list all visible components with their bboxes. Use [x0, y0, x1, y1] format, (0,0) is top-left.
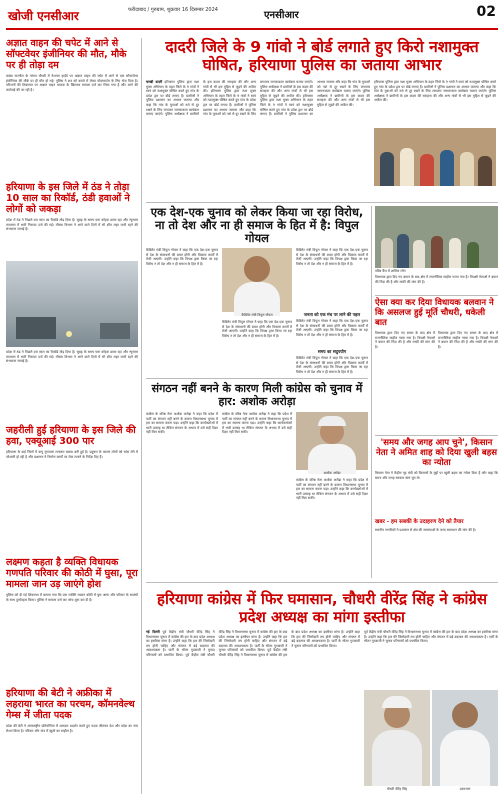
right-story-1-headline: ऐसा क्या कर दिया विधायक बलवान ने कि असलज हुई मूर्ति चौधरी, धकेली बात: [375, 298, 494, 328]
date-line: फरीदाबाद / गुरुग्राम, शुक्रवार 16 दिसम्बर 2024: [128, 7, 218, 13]
udaybhan-photo: [432, 690, 498, 786]
bottom-body: नई दिल्ली पूर्व केंद्रीय मंत्री चौधरी वीरेंद्र सिंह ने विधानसभा चुनाव में कांग्रेस की हार के बाद प्रदेश अध्यक्ष का इस्तीफा मांगा है। उन्होंने कहा कि हार की जिम्मेदारी तय होनी चाहिए और संगठन में बड़े बदलाव की आवश्यकता है। पार्टी के भीतर गुटबाजी ने चुनाव परिणामों को प्रभावित किया। पूर्व केंद्रीय मंत्री चौधरी वीरेंद्र सिंह ने विधानसभा चुनाव में कांग्रेस की हार के बाद प्रदेश अध्यक्ष का इस्तीफा मांगा है। उन्होंने कहा कि हार की जिम्मेदारी तय होनी चाहिए और संगठन में बड़े बदलाव की आवश्यकता है। पार्टी के भीतर गुटबाजी ने चुनाव परिणामों को प्रभावित किया। पूर्व केंद्रीय मंत्री चौधरी वीरेंद्र सिंह ने विधानसभा चुनाव में कांग्रेस की हार के बाद प्रदेश अध्यक्ष का इस्तीफा मांगा है। उन्होंने कहा कि हार की जिम्मेदारी तय होनी चाहिए और संगठन में बड़े बदलाव की आवश्यकता है। पार्टी के भीतर गुटबाजी ने चुनाव परिणामों को प्रभावित किया।: [146, 630, 360, 657]
interview-subhead-1: जनता को एक मंच पर लाने की पहल: [303, 312, 361, 317]
interview-photo-caption: कैबिनेट मंत्री विपुल गोयल: [241, 313, 273, 317]
congress-photo: [296, 412, 368, 470]
bottom-headline: हरियाणा कांग्रेस में फिर घमासान, चौधरी वीरेंद्र सिंह ने कांग्रेस प्रदेश अध्यक्ष का मांगा इस्तीफा: [157, 590, 487, 626]
lead-right-block: हरियाणा पुलिस द्वारा नशा मुक्त अभियान के तहत जिले के 9 गांवों ने स्वयं को नशामुक्त घोषित करते हुए गांव के प्रवेश द्वार पर बोर्ड लगाए हैं। ग्रामीणों ने पुलिस प्रशासन का आभार जताया और कहा कि गांव के युवाओं को नशे से दूर रखने के लिए लगातार जागरूकता कार्यक्रम चलाए जाएंगे। पुलिस अधीक्षक ने ग्रामीणों के इस कदम की सराहना की और अन्य गांवों से भी इस मुहिम से जुड़ने की अपील की।: [374, 80, 496, 192]
bottom-photos: पूर्व केंद्रीय मंत्री चौधरी वीरेंद्र सिंह ने विधानसभा चुनाव में कांग्रेस की हार के बाद प्रदेश अध्यक्ष का इस्तीफा मांगा है। उन्होंने कहा कि हार की जिम्मेदारी तय होनी चाहिए और संगठन में बड़े बदलाव की आवश्यकता है। पार्टी के भीतर गुटबाजी ने चुनाव परिणामों को प्रभावित किया। चौधरी वीरेंद्र सिंह उदयभान: [364, 630, 498, 791]
section-divider: [146, 582, 498, 583]
story-3-body: हरियाणा के कई जिलों में वायु गुणवत्ता लगातार खराब बनी हुई है। प्रदूषण के कारण लोगों को सांस लेने में परेशानी हो रही है और प्रशासन ने निर्माण कार्यों पर रोक लगाने के निर्देश दिए हैं।: [6, 450, 138, 459]
page-number: 02: [476, 4, 496, 20]
fog-photo: [6, 261, 138, 347]
congress-story: संगठन नहीं बनने के कारण मिली कांग्रेस को चुनाव में हार: अशोक अरोड़ा कांग्रेस के वरिष्ठ नेता अशोक अरोड़ा ने कहा कि प्रदेश में पार्टी का संगठन नहीं बनने के कारण विधानसभा चुनाव में हार का सामना करना पड़ा। उन्होंने कहा कि कार्यकर्ताओं में भारी उत्साह था लेकिन संगठन के अभाव में उसे सही दिशा नहीं मिल सकी। कांग्रेस के वरिष्ठ नेता अशोक अरोड़ा ने कहा कि प्रदेश में पार्टी का संगठन नहीं बनने के कारण विधानसभा चुनाव में हार का सामना करना पड़ा। उन्होंने कहा कि कार्यकर्ताओं में भारी उत्साह था लेकिन संगठन के अभाव में उसे सही दिशा नहीं मिल सकी। अशोक अरोड़ा कांग्रेस के वरिष्ठ नेता अशोक अरोड़ा ने कहा कि प्रदेश में पार्टी का संगठन नहीं बनने के कारण विधानसभा चुनाव में हार का सामना करना पड़ा। उन्होंने कहा कि कार्यकर्ताओं में भारी उत्साह था लेकिन संगठन के अभाव में उसे सही दिशा नहीं मिल सकी।: [146, 382, 368, 501]
story-2-body: प्रदेश में ठंड ने पिछले दस साल का रिकॉर्ड तोड़ दिया है। सुबह के समय घना कोहरा छाया रहा और न्यूनतम तापमान में भारी गिरावट दर्ज की गई। मौसम विभाग ने आने वाले दिनों में भी शीत लहर जारी रहने की संभावना जताई है।: [6, 218, 138, 232]
section-divider: [146, 378, 368, 379]
story-5-headline: हरियाणा की बेटी ने अफ्रीका में लहराया भारत का परचम, कॉमनवेल्थ गेम्स में जीता पदक: [6, 688, 135, 721]
page-header: [6, 4, 498, 30]
section-name: एनसीआर: [264, 10, 299, 21]
interview-photo: [222, 248, 292, 312]
right-story-2-headline: 'समय और जगह आप चुने', किसान नेता ने अमित शाह को दिया खुली बहस का न्योता: [376, 438, 497, 468]
udaybhan-caption: उदयभान: [459, 787, 471, 791]
interview-headline: एक देश-एक चुनाव को लेकर किया जा रहा विरोध, ना तो देश और ना ही समाज के हित में है: विपुल गोयल: [150, 205, 364, 245]
bottom-story: [146, 590, 498, 794]
congress-headline: संगठन नहीं बनने के कारण मिली कांग्रेस को चुनाव में हार: अशोक अरोड़ा: [151, 382, 363, 408]
masthead-brand: खोजी एनसीआर: [8, 9, 79, 23]
lead-byline: चरखी दादरी: [146, 80, 163, 84]
story-4-headline: लक्ष्मण कहता है व्यक्ति विधायक गणपति परिवार की कोठी में घुसा, पूरा मामला जान उड़ जाएंगे होश: [6, 557, 138, 590]
story-1-body: कस्बा नारनौल के नांगल चौधरी में नेशनल हाईवे पर अज्ञात वाहन की चपेट में आने से एक सॉफ्टवेयर इंजीनियर की मौके पर ही मौत हो गई। पुलिस ने शव को कब्जे में लेकर पोस्टमार्टम के लिए भेज दिया है। परिजनों की शिकायत पर अज्ञात वाहन चालक के खिलाफ मामला दर्ज कर लिया गया है और आगे की कार्रवाई की जा रही है।: [6, 74, 138, 92]
story-2-headline: हरियाणा के इस जिले में ठंड ने तोड़ा 10 साल का रिकॉर्ड, ठंडी हवाओं ने लोगों को जकड़ा: [6, 182, 130, 215]
story-4-body: पुलिस को दी गई शिकायत में बताया गया कि एक व्यक्ति जबरन कोठी में घुस आया और परिवार के सदस्यों के साथ दुर्व्यवहार किया। पुलिस ने मामला दर्ज कर जांच शुरू कर दी है।: [6, 593, 138, 602]
interview-story: एक देश-एक चुनाव को लेकर किया जा रहा विरोध, ना तो देश और ना ही समाज के हित में है: विपुल गोयल कैबिनेट मंत्री विपुल गोयल ने कहा कि एक देश-एक चुनाव से देश के संसाधनों की बचत होगी और विकास कार्यों में तेजी आएगी। उन्होंने कहा कि विपक्ष द्वारा किया जा रहा विरोध न तो देश और न ही समाज के हित में है। कैबिनेट मंत्री विपुल गोयल कैबिनेट मंत्री विपुल गोयल ने कहा कि एक देश-एक चुनाव से देश के संसाधनों की बचत होगी और विकास कार्यों में तेजी आएगी। उन्होंने कहा कि विपक्ष द्वारा किया जा रहा विरोध न तो देश और न ही समाज के हित में है। कैबिनेट मंत्री विपुल गोयल ने कहा कि एक देश-एक चुनाव से देश के संसाधनों की बचत होगी और विकास कार्यों में तेजी आएगी। उन्होंने कहा कि विपक्ष द्वारा किया जा रहा विरोध न तो देश और न ही समाज के हित में है। जनता को एक मंच पर लाने की पहल कैबिनेट मंत्री विपुल गोयल ने कहा कि एक देश-एक चुनाव से देश के संसाधनों की बचत होगी और विकास कार्यों में तेजी आएगी। उन्होंने कहा कि विपक्ष द्वारा किया जा रहा विरोध न तो देश और न ही समाज के हित में है। समय का सदुपयोग कैबिनेट मंत्री विपुल गोयल ने कहा कि एक देश-एक चुनाव से देश के संसाधनों की बचत होगी और विकास कार्यों में तेजी आएगी। उन्होंने कहा कि विपक्ष द्वारा किया जा रहा विरोध न तो देश और न ही समाज के हित में है।: [146, 205, 368, 374]
right-column: वरिष्ठ कैंप में शामिल लोग विधायक द्वारा दिए गए बयान के बाद क्षेत्र में राजनीतिक माहौल गरमा गया है। विपक्षी नेताओं ने बयान की निंदा की है और माफी की मांग की है। ऐसा क्या कर दिया विधायक बलवान ने कि असलज हुई मूर्ति चौधरी, धकेली बात विधायक द्वारा दिए गए बयान के बाद क्षेत्र में राजनीतिक माहौल गरमा गया है। विपक्षी नेताओं ने बयान की निंदा की है और माफी की मांग की है। विधायक द्वारा दिए गए बयान के बाद क्षेत्र में राजनीतिक माहौल गरमा गया है। विपक्षी नेताओं ने बयान की निंदा की है और माफी की मांग की है। 'समय और जगह आप चुने', किसान नेता ने अमित शाह को दिया खुली बहस का न्योता किसान नेता ने केंद्रीय गृह मंत्री को किसानों के मुद्दों पर खुली बहस का न्योता दिया है और कहा कि समय और जगह सरकार स्वयं चुन ले। खबर - हम सबकी के उदाहरण देने को तैयार स्थानीय नागरिकों ने प्रशासन से क्षेत्र की समस्याओं के जल्द समाधान की मांग की है।: [375, 206, 498, 578]
interview-subhead-2: समय का सदुपयोग: [317, 349, 347, 354]
right-story-3-headline: खबर - हम सबकी के उदाहरण देने को तैयार: [375, 519, 464, 525]
left-column: [6, 38, 138, 794]
congress-photo-caption: अशोक अरोड़ा: [323, 471, 341, 475]
story-5-body: प्रदेश की बेटी ने अंतरराष्ट्रीय प्रतियोगिता में शानदार प्रदर्शन करते हुए पदक जीतकर देश और प्रदेश का नाम रोशन किया है। परिवार और गांव में खुशी का माहौल है।: [6, 724, 138, 733]
lead-body: चरखी दादरी हरियाणा पुलिस द्वारा नशा मुक्त अभियान के तहत जिले के 9 गांवों ने स्वयं को नशामुक्त घोषित करते हुए गांव के प्रवेश द्वार पर बोर्ड लगाए हैं। ग्रामीणों ने पुलिस प्रशासन का आभार जताया और कहा कि गांव के युवाओं को नशे से दूर रखने के लिए लगातार जागरूकता कार्यक्रम चलाए जाएंगे। पुलिस अधीक्षक ने ग्रामीणों के इस कदम की सराहना की और अन्य गांवों से भी इस मुहिम से जुड़ने की अपील की। हरियाणा पुलिस द्वारा नशा मुक्त अभियान के तहत जिले के 9 गांवों ने स्वयं को नशामुक्त घोषित करते हुए गांव के प्रवेश द्वार पर बोर्ड लगाए हैं। ग्रामीणों ने पुलिस प्रशासन का आभार जताया और कहा कि गांव के युवाओं को नशे से दूर रखने के लिए लगातार जागरूकता कार्यक्रम चलाए जाएंगे। पुलिस अधीक्षक ने ग्रामीणों के इस कदम की सराहना की और अन्य गांवों से भी इस मुहिम से जुड़ने की अपील की। हरियाणा पुलिस द्वारा नशा मुक्त अभियान के तहत जिले के 9 गांवों ने स्वयं को नशामुक्त घोषित करते हुए गांव के प्रवेश द्वार पर बोर्ड लगाए हैं। ग्रामीणों ने पुलिस प्रशासन का आभार जताया और कहा कि गांव के युवाओं को नशे से दूर रखने के लिए लगातार जागरूकता कार्यक्रम चलाए जाएंगे। पुलिस अधीक्षक ने ग्रामीणों के इस कदम की सराहना की और अन्य गांवों से भी इस मुहिम से जुड़ने की अपील की।: [146, 80, 370, 117]
lead-story: [146, 38, 498, 198]
camp-photo-caption: वरिष्ठ कैंप में शामिल लोग: [375, 269, 406, 273]
bottom-byline: नई दिल्ली: [146, 630, 160, 634]
virender-photo: [364, 690, 430, 786]
lead-photo: [374, 128, 496, 186]
virender-caption: चौधरी वीरेंद्र सिंह: [386, 787, 408, 791]
section-divider: [146, 202, 498, 203]
story-1-headline: अज्ञात वाहन की चपेट में आने से सॉफ्टवेयर इंजीनियर की मौत, मौके पर ही तोड़ा दम: [6, 38, 127, 71]
lead-headline: दादरी जिले के 9 गांवो ने बोर्ड लगाते हुए किरो नशामुक्त घोषित, हरियाणा पुलिस का जताया आभार: [165, 38, 479, 74]
column-divider: [371, 206, 372, 578]
column-divider: [141, 38, 142, 794]
story-2-continued: प्रदेश में ठंड ने पिछले दस साल का रिकॉर्ड तोड़ दिया है। सुबह के समय घना कोहरा छाया रहा और न्यूनतम तापमान में भारी गिरावट दर्ज की गई। मौसम विभाग ने आने वाले दिनों में भी शीत लहर जारी रहने की संभावना जताई है।: [6, 350, 138, 364]
story-3-headline: जहरीली हुई हरियाणा के इस जिले की हवा, एक्यूआई 300 पार: [6, 425, 136, 447]
camp-photo: [375, 206, 498, 268]
